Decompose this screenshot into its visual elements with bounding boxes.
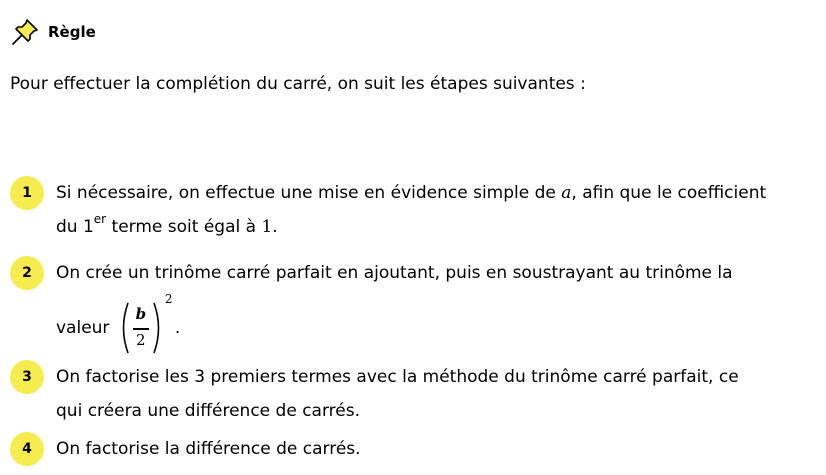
intro-text: Pour effectuer la complétion du carré, on suit les étapes suivantes :: [10, 74, 586, 94]
fraction-denominator: 2: [136, 331, 146, 349]
step-text: On factorise les 3 premiers termes avec la méthode du trinôme carré parfait, ce qui créera une différence de carrés.: [56, 367, 739, 421]
rule-header: [10, 16, 96, 48]
step-text: On crée un trinôme carré parfait en ajoutant, puis en soustrayant au trinôme la valeur b 2 2 .: [56, 256, 796, 356]
fraction-b-over-2-squared: [117, 292, 175, 356]
fraction-exponent: 2: [164, 292, 173, 306]
step-text: On factorise la différence de carrés.: [56, 439, 361, 459]
step-text: Si nécessaire, on effectue une mise en évidence simple de a, afin que le coefficient du 1er terme soit égal à 1.: [56, 183, 767, 237]
step-number-badge: 3: [10, 360, 44, 394]
left-parenthesis: [117, 300, 131, 356]
step-number-badge: 4: [10, 432, 44, 466]
math-number: 1: [261, 217, 273, 237]
math-variable: a: [561, 183, 572, 203]
step-number-badge: 2: [10, 256, 44, 290]
pushpin-icon: [10, 17, 40, 47]
right-parenthesis: [151, 300, 165, 356]
ordinal-suffix: er: [93, 212, 107, 227]
step-number-badge: 1: [10, 176, 44, 210]
rule-title: Règle: [48, 23, 96, 41]
fraction-numerator: b: [135, 305, 147, 323]
